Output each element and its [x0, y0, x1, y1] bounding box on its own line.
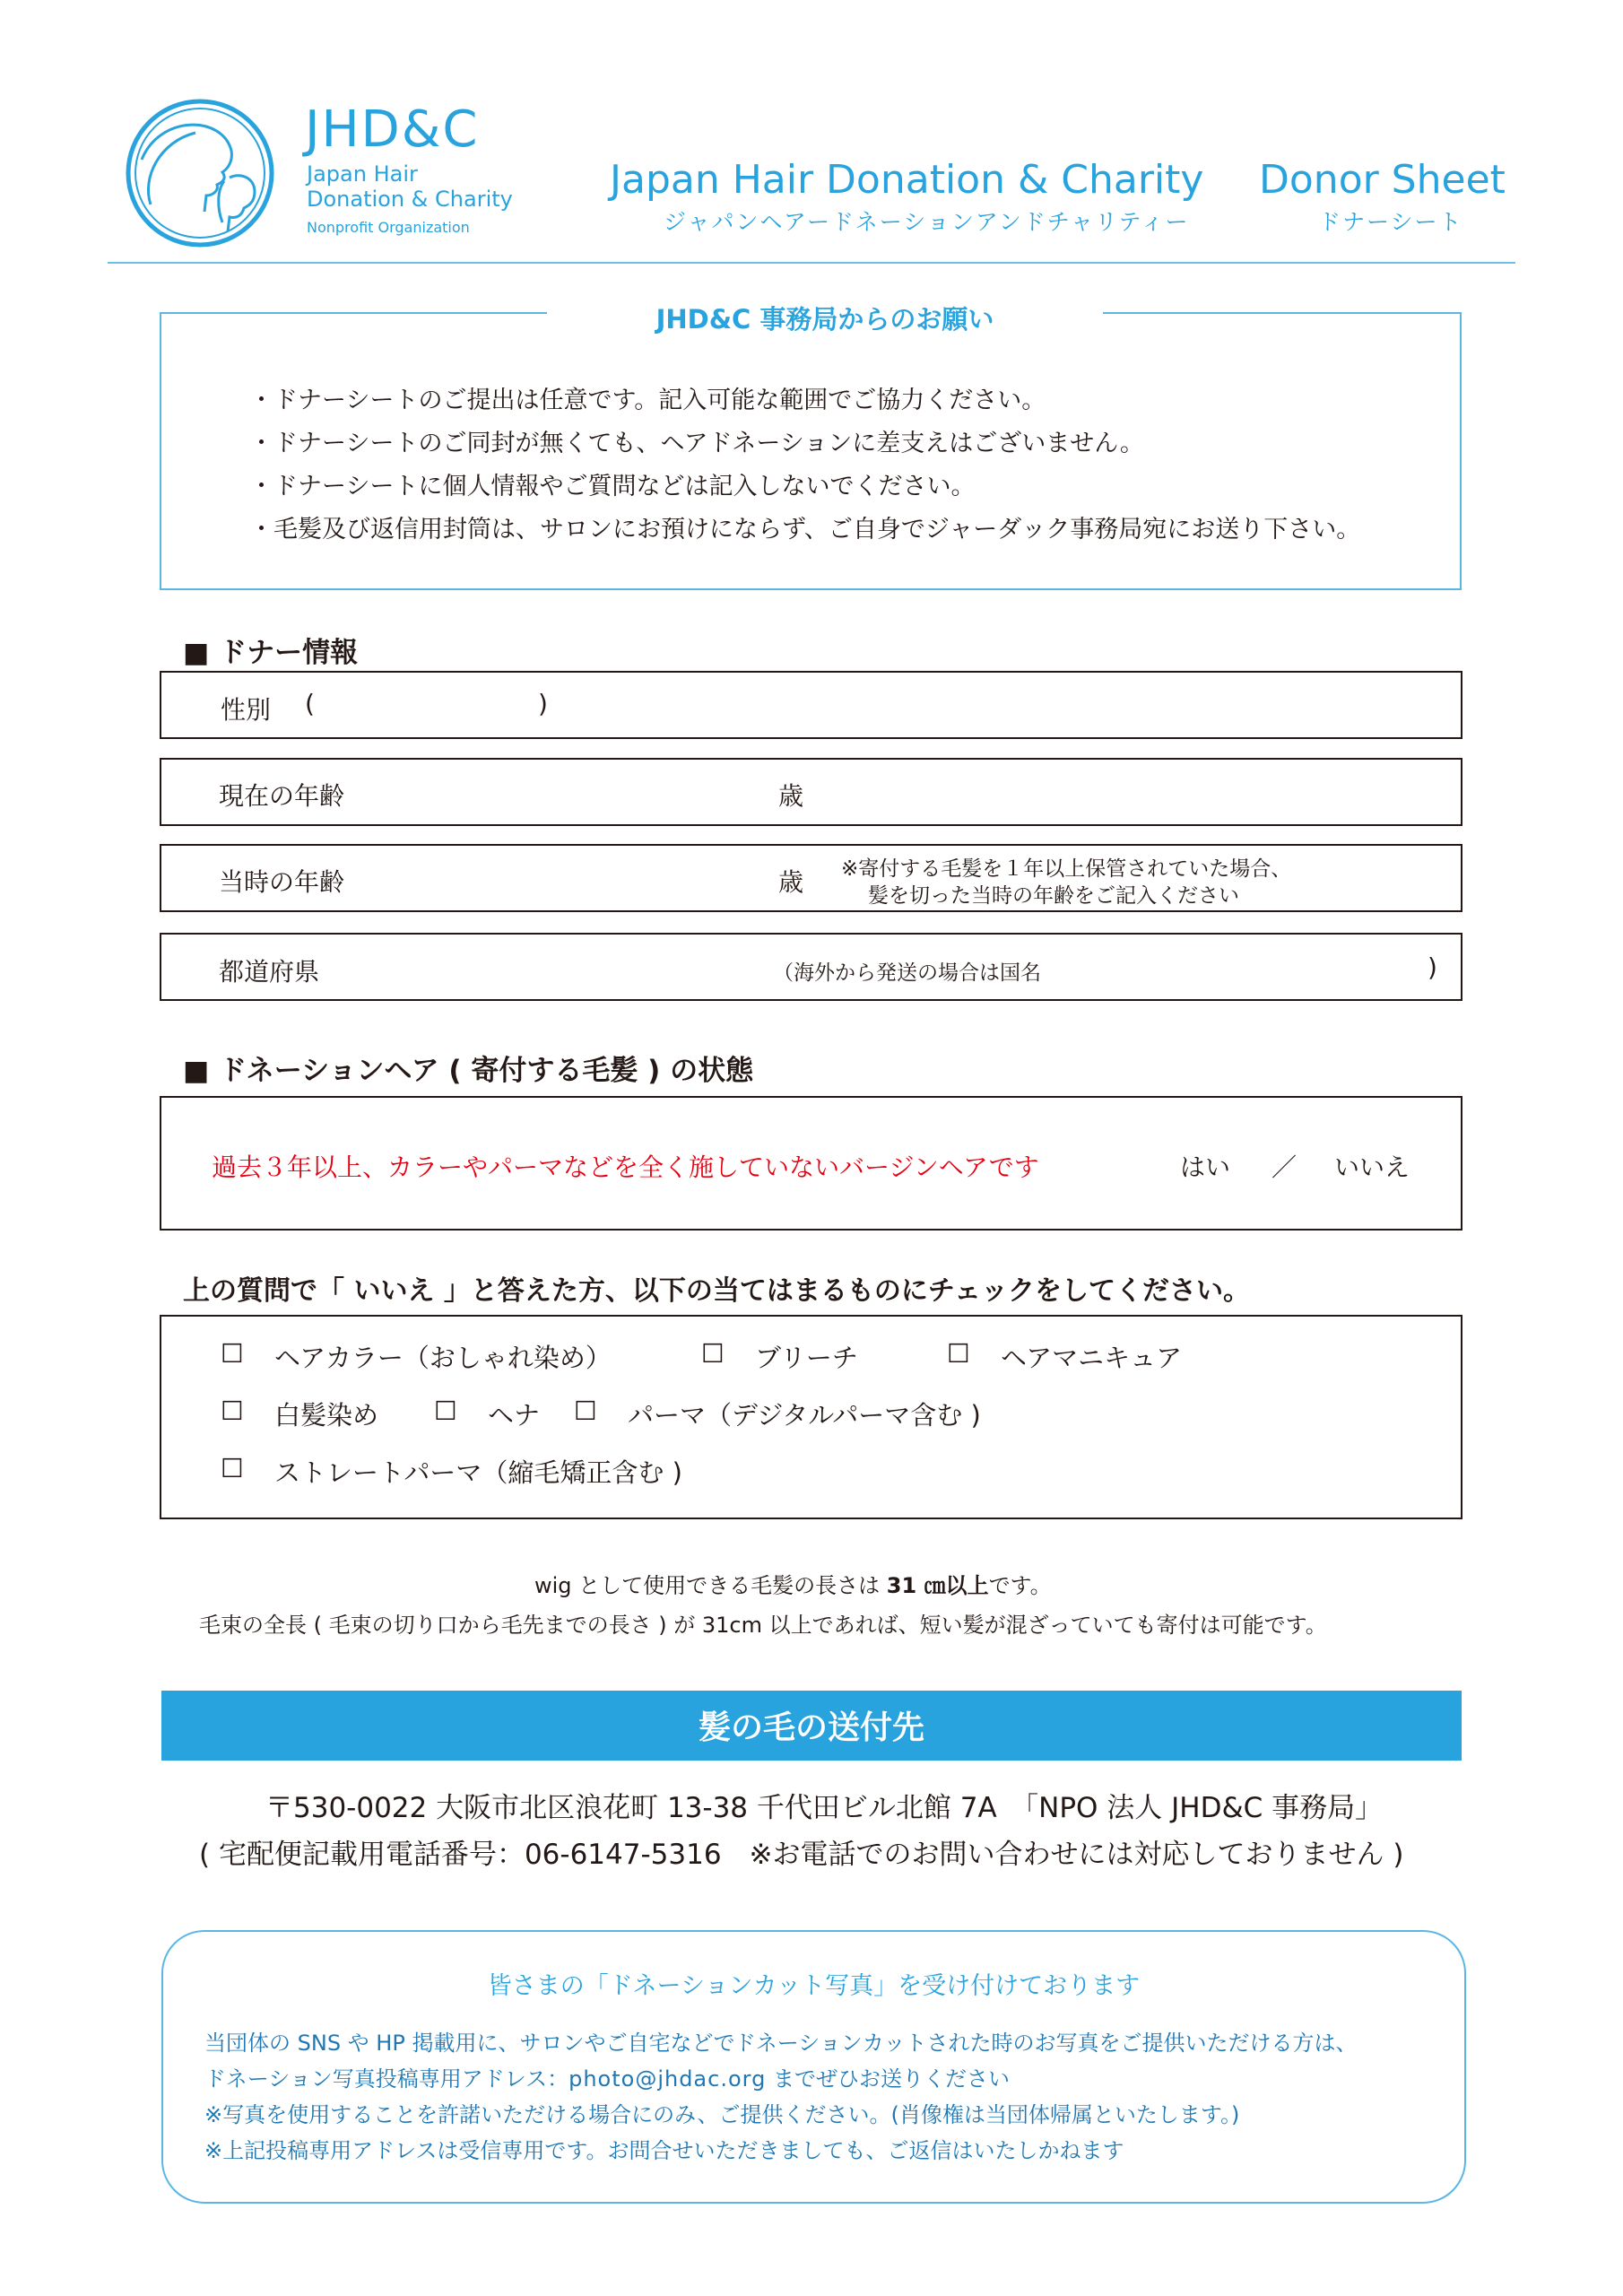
shipping-phone: ( 宅配便記載用電話番号：06-6147-5316 ※お電話でのお問い合わせには対応しておりません ): [199, 1839, 1404, 1871]
request-line-4: ・毛髪及び返信用封筒は、サロンにお預けにならず、ご自身でジャーダック事務局宛にお送り下さい。: [249, 516, 1361, 544]
option-gray-label: 白髪染め: [274, 1400, 379, 1431]
logo-title: JHD&C: [305, 100, 480, 159]
photo-line-2-post: までぜひお送りください: [766, 2066, 1010, 2092]
current-age-label: 現在の年齢: [219, 781, 345, 811]
request-line-2: ・ドナーシートのご同封が無くても、ヘアドネーションに差支えはございません。: [249, 430, 1144, 457]
photo-line-2-pre: ドネーション写真投稿専用アドレス：: [204, 2066, 569, 2092]
option-henna-label: ヘナ: [488, 1400, 541, 1431]
option-perm-label: パーマ（デジタルパーマ含む ): [628, 1400, 981, 1431]
checkbox-color[interactable]: ☐: [221, 1338, 244, 1369]
prefecture-label: 都道府県: [219, 957, 320, 987]
checkbox-perm[interactable]: ☐: [574, 1396, 597, 1426]
request-line-3: ・ドナーシートに個人情報やご質問などは記入しないでください。: [249, 473, 976, 500]
gender-open-paren: (: [305, 689, 315, 718]
photo-email-link[interactable]: photo@jhdac.org: [568, 2066, 767, 2092]
virgin-hair-yes[interactable]: はい: [1180, 1152, 1231, 1182]
option-straight-label: ストレートパーマ（縮毛矯正含む ): [274, 1457, 682, 1488]
photo-line-3: ※写真を使用することを許諾いただける場合にのみ、ご提供ください。(肖像権は当団体帰属といたします。): [204, 2102, 1240, 2127]
current-age-unit: 歳: [778, 781, 804, 811]
photo-line-2: [204, 2061, 1010, 2092]
hair-state-heading: ■ ドネーションヘア ( 寄付する毛髪 ) の状態: [183, 1055, 754, 1087]
past-age-unit: 歳: [778, 867, 804, 897]
option-manicure-label: ヘアマニキュア: [1001, 1343, 1183, 1373]
sheet-title-en: Donor Sheet: [1259, 157, 1506, 203]
donor-info-heading: ■ ドナー情報: [183, 637, 359, 669]
length-note-2: 毛束の全長 ( 毛束の切り口から毛先までの長さ ) が 31cm 以上であれば、短い髪が混ざっていても寄付は可能です。: [199, 1613, 1327, 1638]
shipping-address: 〒530-0022 大阪市北区浪花町 13-38 千代田ビル北館 7A 「NPO 法人 JHD&C 事務局」: [265, 1792, 1384, 1824]
logo-nonprofit: Nonprofit Organization: [307, 219, 470, 236]
virgin-hair-question: 過去３年以上、カラーやパーマなどを全く施していないバージンヘアです: [212, 1152, 1039, 1182]
sheet-title-jp: ドナーシート: [1318, 209, 1463, 235]
prefecture-close-paren: ): [1428, 952, 1437, 982]
header-divider: [108, 262, 1515, 264]
virgin-hair-slash: ／: [1271, 1152, 1298, 1182]
current-age-field[interactable]: [160, 758, 1462, 826]
photo-line-4: ※上記投稿専用アドレスは受信専用です。お問合せいただきましても、ご返信はいたしかねます: [204, 2138, 1124, 2163]
gender-close-paren: ): [538, 689, 548, 718]
check-instruction: 上の質問で「 いいえ 」と答えた方、以下の当てはまるものにチェックをしてください。: [183, 1275, 1250, 1307]
request-line-1: ・ドナーシートのご提出は任意です。記入可能な範囲でご協力ください。: [249, 387, 1046, 414]
length-note-1-pre: wig として使用できる毛髪の長さは: [534, 1573, 887, 1598]
checkbox-henna[interactable]: ☐: [434, 1396, 457, 1426]
option-bleach-label: ブリーチ: [755, 1343, 858, 1373]
past-age-label: 当時の年齢: [219, 867, 345, 897]
photo-line-1: 当団体の SNS や HP 掲載用に、サロンやご自宅などでドネーションカットされた時のお写真をご提供いただける方は、: [204, 2031, 1358, 2056]
checkbox-straight[interactable]: ☐: [221, 1453, 244, 1483]
request-title: JHD&C 事務局からのお願い: [655, 304, 994, 335]
gender-field[interactable]: [160, 671, 1462, 739]
prefecture-note: （海外から発送の場合は国名: [773, 961, 1041, 985]
length-note-1: [534, 1568, 1052, 1599]
logo-subtitle-1: Japan Hair: [307, 161, 418, 187]
checkbox-manicure[interactable]: ☐: [947, 1338, 970, 1369]
virgin-hair-no[interactable]: いいえ: [1334, 1152, 1410, 1182]
jhdc-logo-icon: [124, 97, 276, 249]
past-age-note-1: ※寄付する毛髪を１年以上保管されていた場合、: [841, 857, 1292, 881]
checkbox-bleach[interactable]: ☐: [701, 1338, 725, 1369]
logo-subtitle-2: Donation & Charity: [307, 187, 513, 212]
length-note-1-post: です。: [988, 1573, 1052, 1598]
gender-label: 性別: [221, 695, 272, 725]
past-age-note-2: 髪を切った当時の年齢をご記入ください: [868, 884, 1239, 908]
length-note-1-bold: 31 ㎝以上: [886, 1573, 989, 1598]
org-name-jp: ジャパンヘアードネーションアンドチャリティー: [664, 209, 1190, 235]
option-color-label: ヘアカラー（おしゃれ染め）: [274, 1343, 612, 1373]
photo-title: 皆さまの「ドネーションカット写真」を受け付けております: [487, 1972, 1141, 2000]
org-name-en: Japan Hair Donation & Charity: [610, 157, 1204, 203]
checkbox-gray[interactable]: ☐: [221, 1396, 244, 1426]
shipping-banner-title: 髪の毛の送付先: [698, 1709, 924, 1746]
